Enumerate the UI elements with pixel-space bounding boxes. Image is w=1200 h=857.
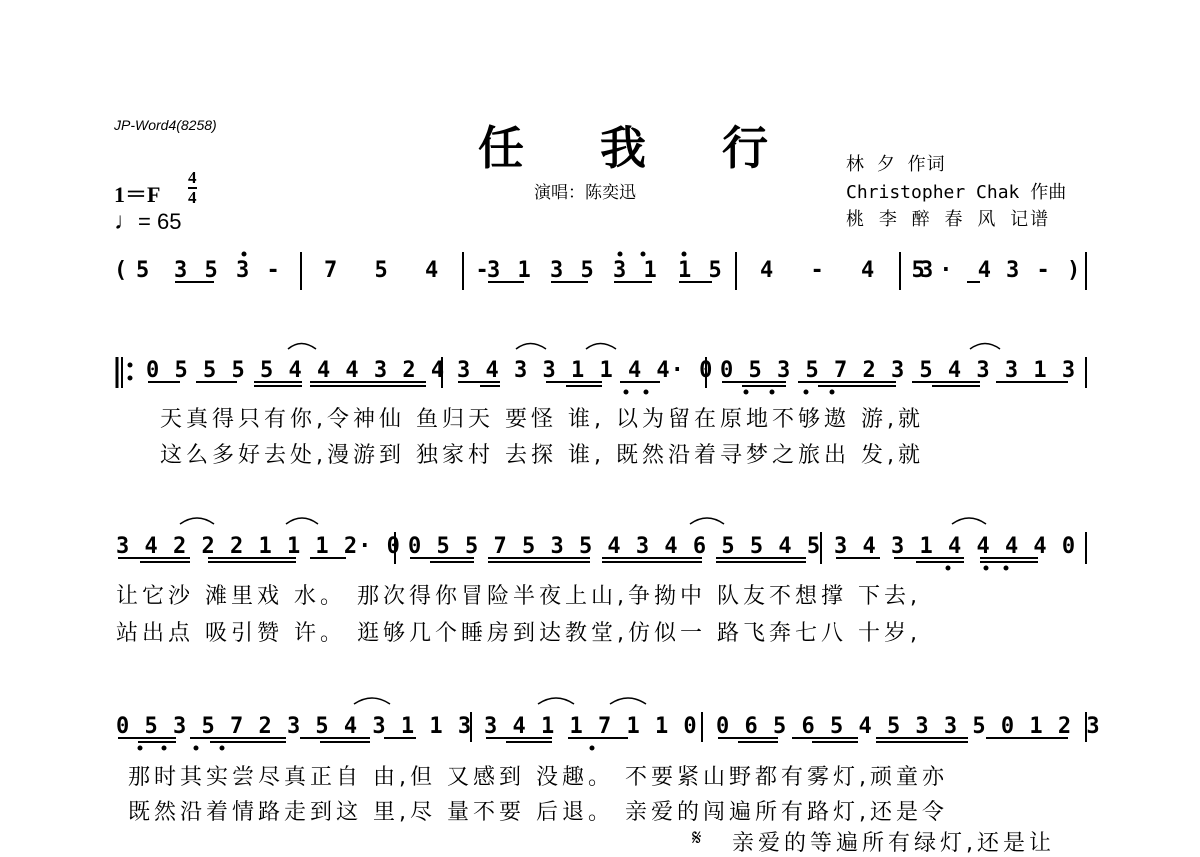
note-group: 3 5 [174,258,220,283]
measure-notes: 0 5 5 7 5 3 5 4 3 4 6 5 5 4 5 [408,534,822,559]
note-group: 4 - 4 5 [760,258,937,283]
lyric-verse-1: 天真得只有你,令神仙 鱼归天 要怪 谁, 以为留在原地不够遨 游,就 [160,407,924,432]
note-group: 5 [136,258,152,283]
singer-credit: 演唱：陈奕迅 [534,183,636,203]
ties-system-2 [288,344,1000,350]
transcriber-credit: 桃 李 醉 春 风 记谱 [846,209,1051,230]
ties-system-4 [354,698,646,704]
lyric-verse-1: 让它沙 滩里戏 水。 那次得你冒险半夜上山,争拗中 队友不想撑 下去, [116,584,921,609]
song-title: 任 我 行 [478,121,799,175]
repeat-dots-system-2 [128,363,133,381]
note-group: 3 - [236,258,282,283]
measure-notes: 3 4 3 1 4 4 4 4 0 [834,534,1077,559]
measure-notes: 3 4 3 3 1 1 4 4· 0 [457,358,714,383]
note-group: 3· 4 [920,258,997,283]
lyricist-credit: 林 夕 作词 [846,154,946,175]
intro-paren-open: ( [114,258,130,283]
note-group: 1 5 [678,258,724,283]
quarter-note-icon: ♩ [114,208,138,235]
measure-notes: 0 5 3 5 7 2 3 5 4 3 1 1 3 [116,714,473,739]
time-signature-top: 4 [188,168,197,187]
lyric-verse-1: 那时其实尝尽真正自 由,但 又感到 没趣。 不要紧山野都有雾灯,顽童亦 [128,765,948,790]
note-group: 7 5 4 - [324,258,501,283]
octave-dots-system-3 [946,566,1009,571]
note-group: 3 1 [613,258,659,283]
source-label: JP-Word4(8258) [114,117,217,133]
lyric-verse-3: 亲爱的等遍所有绿灯,还是让 [732,831,1055,856]
tempo-marking [114,208,181,236]
time-signature-bottom: 4 [188,188,197,207]
tempo-value: = 65 [138,209,182,234]
ties-system-3 [180,518,986,524]
time-signature [188,170,197,206]
octave-dots-system-4 [138,746,595,751]
octave-dots-system-2 [624,390,835,395]
key-signature: 1＝F [114,182,161,207]
lyric-verse-2: 站出点 吸引赞 许。 逛够几个睡房到达教堂,仿似一 路飞奔七八 十岁, [116,621,921,646]
lyric-verse-2: 既然沿着情路走到这 里,尽 量不要 后退。 亲爱的闯遍所有路灯,还是令 [128,800,948,825]
measure-notes: 0 5 5 5 5 4 4 4 3 2 4 [146,358,446,383]
measure-notes: 0 5 3 5 7 2 3 5 4 3 3 1 3 [720,358,1077,383]
measure-notes: 0 6 5 6 5 4 5 3 3 5 0 1 2 3 [716,714,1101,739]
note-group: 3 5 [550,258,596,283]
measure-notes: 3 4 1 1 7 1 1 0 [484,714,698,739]
note-group: 3 1 [487,258,533,283]
measure-notes: 3 4 2 2 2 1 1 1 2· 0 [116,534,401,559]
intro-paren-close: 3 - ) [1006,258,1083,283]
segno-icon: 𝄋 [692,826,702,851]
lyric-verse-2: 这么多好去处,漫游到 独家村 去探 谁, 既然沿着寻梦之旅出 发,就 [160,443,924,468]
composer-credit: Christopher Chak 作曲 [846,182,1067,203]
